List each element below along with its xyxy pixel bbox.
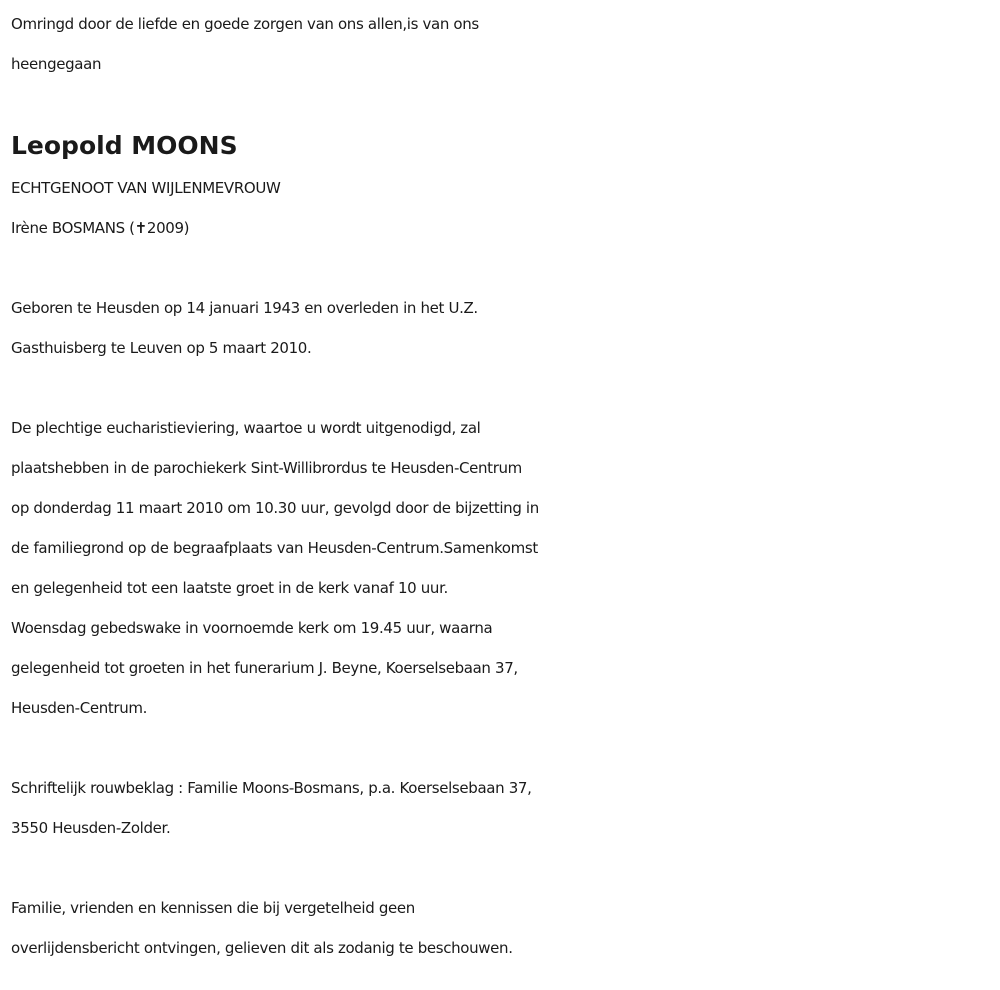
ceremony-paragraph (11, 408, 996, 728)
closing-paragraph (11, 888, 996, 968)
birth-death-paragraph (11, 288, 996, 368)
ceremony-line: op donderdag 11 maart 2010 om 10.30 uur, gevolgd door de bijzetting in (11, 499, 539, 517)
intro-paragraph (11, 4, 996, 84)
closing-line: overlijdensbericht ontvingen, gelieven dit als zodanig te beschouwen. (11, 939, 513, 957)
deceased-block (11, 124, 996, 248)
condolences-paragraph (11, 768, 996, 848)
ceremony-line: gelegenheid tot groeten in het funerarium J. Beyne, Koerselsebaan 37, (11, 659, 518, 677)
condolences-line: Schriftelijk rouwbeklag : Familie Moons-Bosmans, p.a. Koerselsebaan 37, (11, 779, 532, 797)
ceremony-line: plaatshebben in de parochiekerk Sint-Willibrordus te Heusden-Centrum (11, 459, 522, 477)
spacer (11, 368, 996, 408)
spacer (11, 248, 996, 288)
condolences-line: 3550 Heusden-Zolder. (11, 819, 171, 837)
closing-line: Familie, vrienden en kennissen die bij vergetelheid geen (11, 899, 415, 917)
ceremony-line: de familiegrond op de begraafplaats van Heusden-Centrum.Samenkomst (11, 539, 538, 557)
birth-death-line: Geboren te Heusden op 14 januari 1943 en overleden in het U.Z. (11, 299, 478, 317)
spacer (11, 728, 996, 768)
intro-line: Omringd door de liefde en goede zorgen van ons allen,is van ons (11, 15, 479, 33)
spacer (11, 848, 996, 888)
deceased-name: Leopold MOONS (11, 131, 238, 160)
ceremony-line: Woensdag gebedswake in voornoemde kerk om 19.45 uur, waarna (11, 619, 493, 637)
ceremony-line: De plechtige eucharistieviering, waartoe u wordt uitgenodigd, zal (11, 419, 481, 437)
intro-line: heengegaan (11, 55, 102, 73)
obituary-document (11, 4, 996, 968)
spouse-name: Irène BOSMANS (✝2009) (11, 219, 190, 237)
relation-label: ECHTGENOOT VAN WIJLENMEVROUW (11, 179, 281, 197)
ceremony-line: Heusden-Centrum. (11, 699, 148, 717)
birth-death-line: Gasthuisberg te Leuven op 5 maart 2010. (11, 339, 312, 357)
ceremony-line: en gelegenheid tot een laatste groet in de kerk vanaf 10 uur. (11, 579, 448, 597)
